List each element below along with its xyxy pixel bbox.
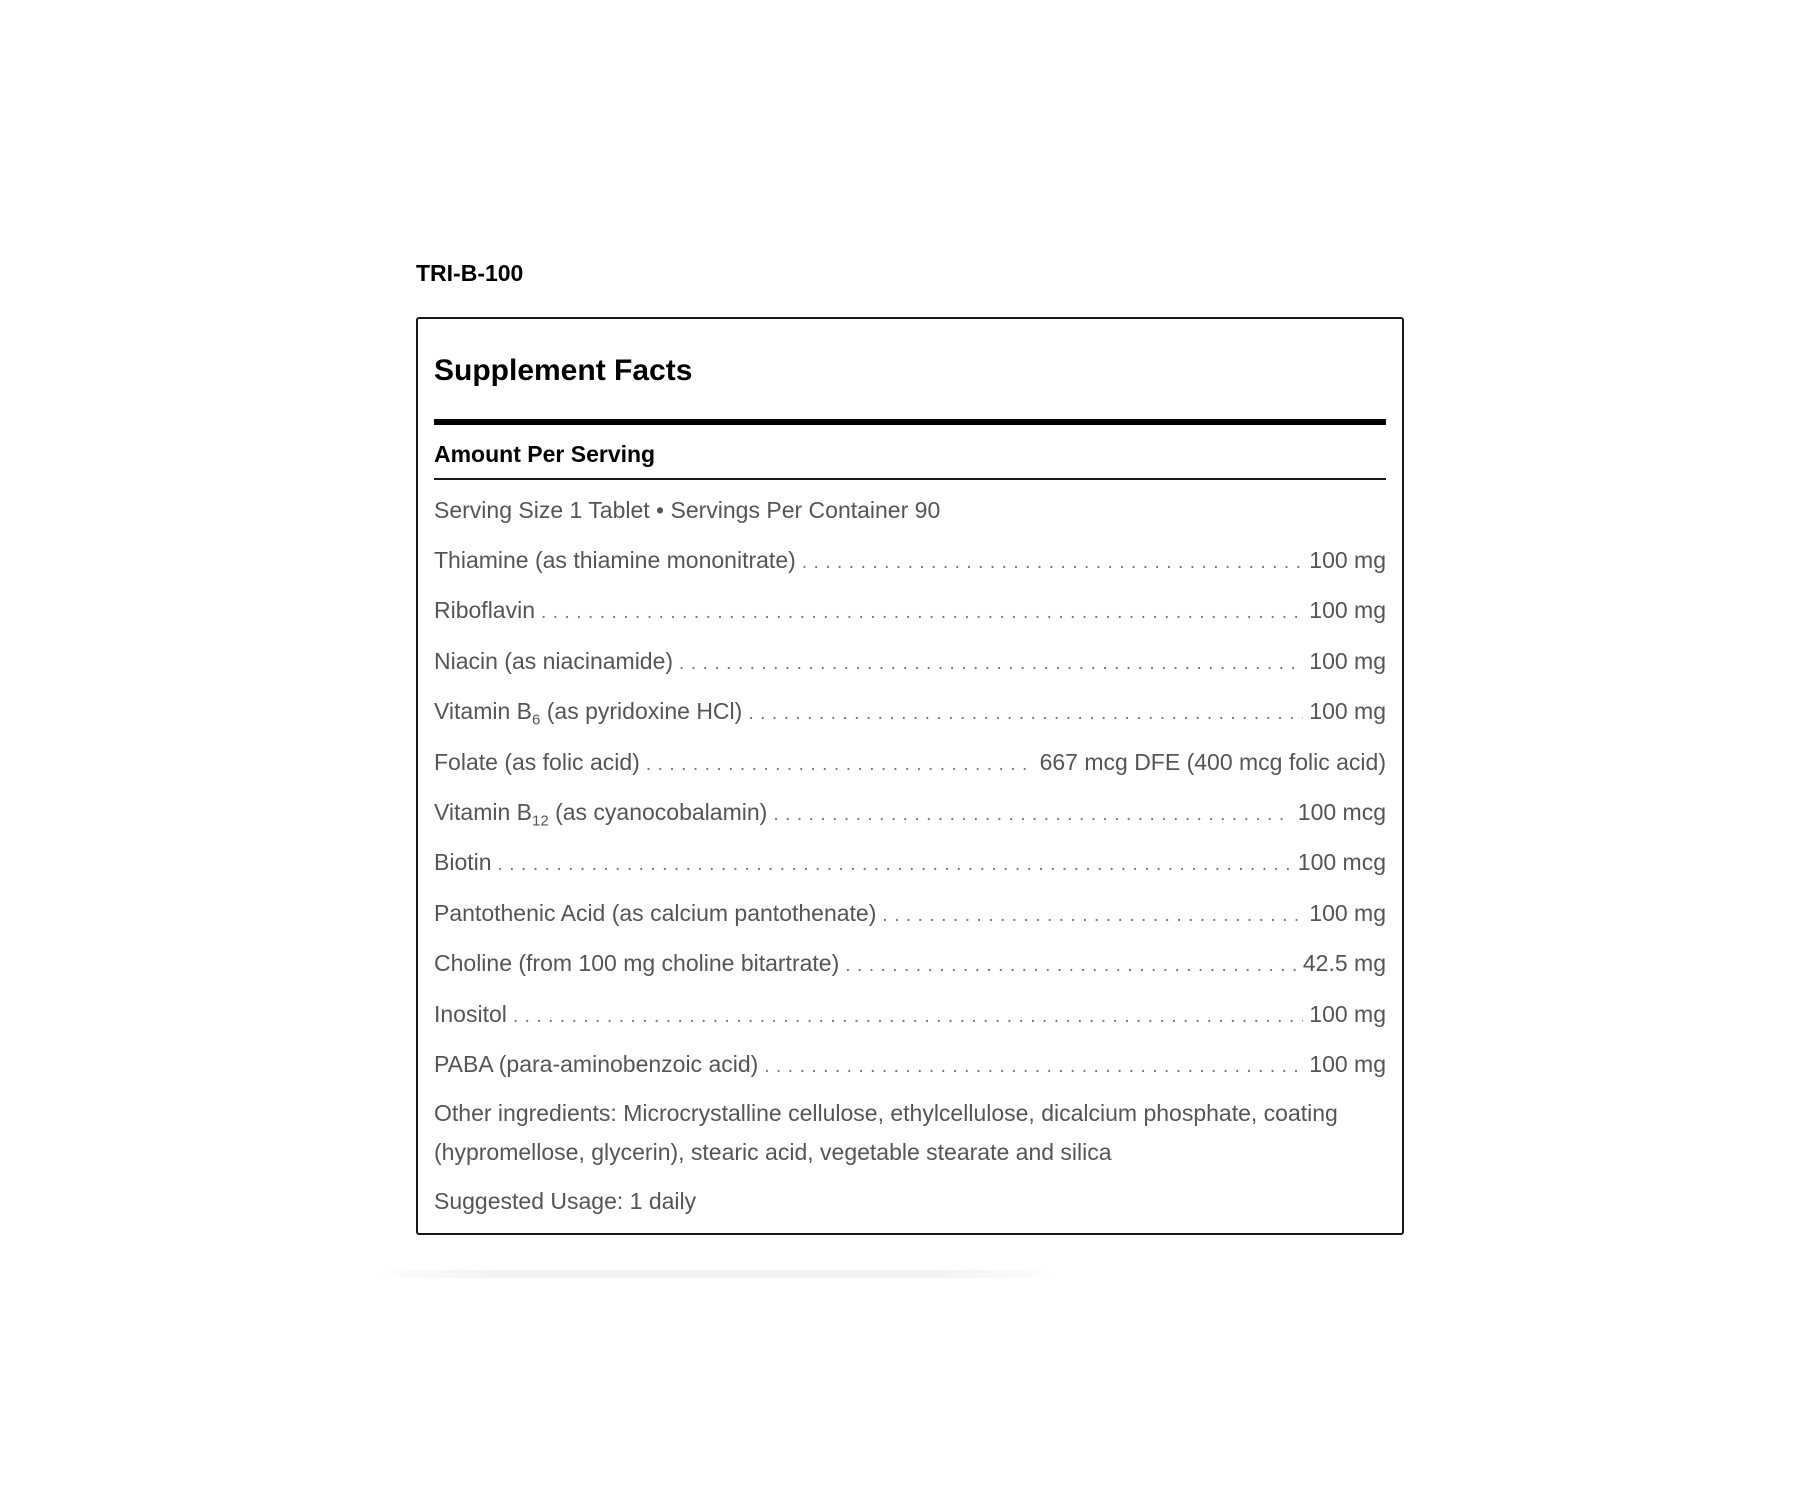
- nutrient-row-paba: [434, 1049, 1386, 1079]
- dot-leader: [748, 699, 1303, 729]
- decorative-shadow: [366, 1270, 1066, 1278]
- nutrient-name: Choline (from 100 mg choline bitartrate): [434, 950, 840, 977]
- nutrient-name-suffix: (as pyridoxine HCl): [540, 698, 743, 725]
- nutrient-name-prefix: Vitamin B: [434, 698, 533, 725]
- nutrient-name-prefix: Vitamin B: [434, 798, 533, 825]
- nutrient-amount: 42.5 mg: [1302, 950, 1386, 977]
- nutrient-amount: 100 mg: [1309, 547, 1386, 573]
- nutrient-name: PABA (para-aminobenzoic acid): [434, 1050, 759, 1077]
- supplement-facts-title: Supplement Facts: [434, 354, 693, 387]
- nutrient-name: Biotin: [434, 849, 492, 876]
- dot-leader: [541, 598, 1303, 628]
- nutrient-name: [434, 797, 768, 830]
- dot-leader: [679, 649, 1303, 679]
- nutrient-name: Thiamine (as thiamine mononitrate): [434, 547, 796, 573]
- nutrient-row-pantothenic-acid: [434, 898, 1386, 928]
- nutrient-name-subscript: 6: [532, 711, 541, 729]
- nutrient-name: Pantothenic Acid (as calcium pantothenate): [434, 899, 877, 926]
- nutrient-amount: 100 mg: [1309, 698, 1386, 725]
- dot-leader: [498, 850, 1292, 880]
- thick-divider: [434, 419, 1386, 425]
- amount-per-serving-heading: Amount Per Serving: [434, 441, 656, 467]
- nutrient-row-niacin: [434, 646, 1386, 676]
- nutrient-amount: 100 mg: [1309, 647, 1386, 674]
- nutrient-row-riboflavin: [434, 595, 1386, 625]
- nutrient-amount: 100 mcg: [1297, 798, 1386, 825]
- dot-leader: [802, 548, 1304, 578]
- nutrient-name-subscript: 12: [532, 812, 549, 830]
- suggested-usage: Suggested Usage: 1 daily: [434, 1188, 697, 1215]
- supplement-facts-panel: [416, 317, 1404, 1235]
- nutrient-name: Inositol: [434, 1000, 507, 1027]
- product-name: TRI-B-100: [416, 260, 524, 286]
- nutrient-row-thiamine: [434, 545, 1386, 575]
- nutrient-row-folate: [434, 747, 1386, 777]
- nutrient-amount: 100 mg: [1309, 597, 1386, 624]
- dot-leader: [764, 1052, 1303, 1082]
- facts-body: [434, 495, 1386, 1216]
- nutrient-row-biotin: [434, 847, 1386, 877]
- nutrient-amount: 100 mg: [1309, 1050, 1386, 1077]
- dot-leader: [845, 951, 1297, 981]
- nutrient-amount: 100 mg: [1309, 899, 1386, 926]
- nutrient-name: [434, 696, 743, 729]
- dot-leader: [513, 1002, 1303, 1032]
- thin-divider: [434, 478, 1386, 480]
- nutrient-amount: 100 mcg: [1297, 849, 1386, 876]
- nutrient-row-vitamin-b12: [434, 797, 1386, 830]
- dot-leader: [882, 901, 1303, 931]
- nutrient-name: Folate (as folic acid): [434, 748, 640, 775]
- dot-leader: [646, 750, 1034, 780]
- nutrient-row-vitamin-b6: [434, 696, 1386, 729]
- nutrient-amount: 667 mcg DFE (400 mcg folic acid): [1039, 748, 1386, 775]
- nutrient-name-suffix: (as cyanocobalamin): [548, 798, 768, 825]
- nutrient-amount: 100 mg: [1309, 1000, 1386, 1027]
- serving-info: Serving Size 1 Tablet • Servings Per Container 90: [434, 497, 941, 523]
- nutrient-name: Niacin (as niacinamide): [434, 647, 674, 674]
- nutrient-row-choline: [434, 948, 1386, 978]
- dot-leader: [773, 800, 1291, 830]
- nutrient-name: Riboflavin: [434, 597, 535, 624]
- other-ingredients: Other ingredients: Microcrystalline cellulose, ethylcellulose, dicalcium phosphate, coating (hypromellose, glycerin), stearic acid, vegetable stearate and silica: [434, 1100, 1338, 1166]
- nutrient-row-inositol: [434, 999, 1386, 1029]
